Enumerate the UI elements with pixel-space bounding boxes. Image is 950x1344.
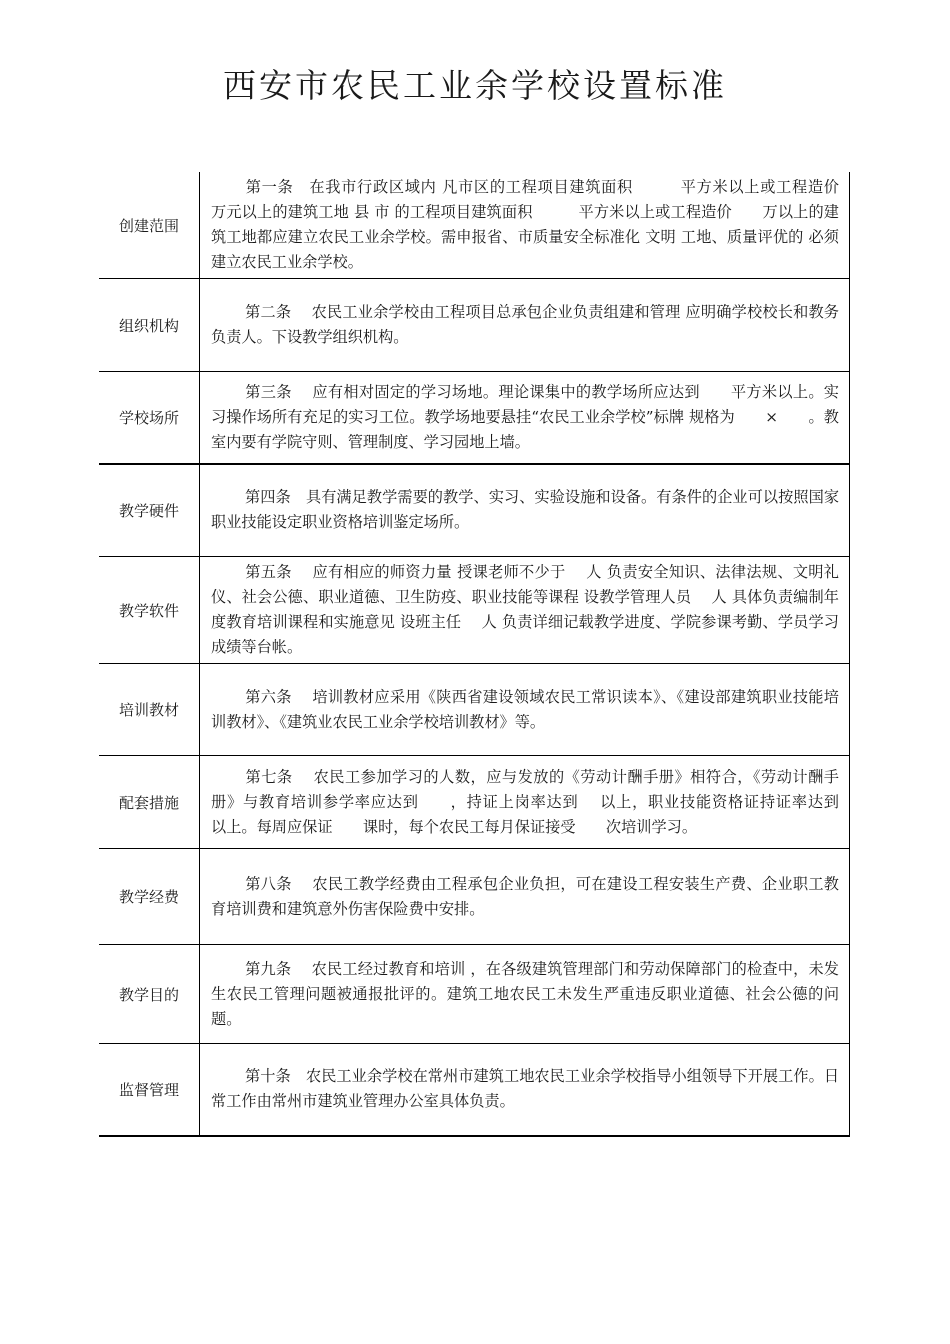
row-text: [200, 372, 850, 464]
row-text-content: 第六条 培训教材应采用《陕西省建设领域农民工常识读本》、《建设部建筑职业技能培训教材》、《建筑业农民工业余学校培训教材》等。: [211, 687, 839, 731]
row-text-content: 第七条 农民工参加学习的人数，应与发放的《劳动计酬手册》相符合，《劳动计酬手册》与教育培训参学率应达到 ，持证上岗率达到 以上，职业技能资格证持证率达到 以上。每周应保证 课时，每个农民工每月保证接受 次培训学习。: [211, 767, 860, 836]
row-text-content: 第八条 农民工教学经费由工程承包企业负担，可在建设工程安装生产费、企业职工教育培训费和建筑意外伤害保险费中安排。: [211, 874, 839, 918]
table-row: [99, 557, 850, 664]
table-row: [99, 945, 850, 1044]
row-text-content: 第十条 农民工业余学校在常州市建筑工地农民工业余学校指导小组领导下开展工作。日常工作由常州市建筑业管理办公室具体负责。: [211, 1067, 839, 1111]
row-label: 学校场所: [99, 372, 200, 464]
row-label: 教学目的: [99, 945, 200, 1044]
row-text: [200, 756, 860, 849]
row-text: [200, 849, 850, 945]
table-row: [99, 372, 850, 464]
row-text: [200, 664, 850, 756]
table-row: [99, 172, 850, 279]
table-row: [99, 1044, 850, 1136]
row-text-content: 第二条 农民工业余学校由工程项目总承包企业负责组建和管理 应明确学校校长和教务负责人。下设教学组织机构。: [211, 303, 839, 346]
row-label: 教学软件: [99, 557, 200, 664]
table-row: [99, 279, 850, 372]
standards-table: [99, 172, 885, 1137]
table-row: [99, 756, 850, 849]
row-label: 教学经费: [99, 849, 200, 945]
row-text: [200, 464, 850, 557]
row-text-content: 第五条 应有相应的师资力量 授课老师不少于 人 负责安全知识、法律法规、文明礼仪、社会公德、职业道德、卫生防疫、职业技能等课程 设教学管理人员 人 具体负责编制年度教育培训课程和实施意见 设班主任 人 负责详细记载教学进度、学院参课考勤、学员学习成绩等台帐。: [211, 563, 839, 656]
row-label: 创建范围: [99, 172, 200, 279]
row-text-content: 第三条 应有相对固定的学习场地。理论课集中的教学场所应达到 平方米以上。实习操作场所有充足的实习工位。教学场地要悬挂“农民工业余学校”标牌 规格为 × 。教室内要有学院守则、管理制度、学习园地上墙。: [211, 382, 839, 451]
row-label: 组织机构: [99, 279, 200, 372]
row-text-content: 第四条 具有满足教学需要的教学、实习、实验设施和设备。有条件的企业可以按照国家职业技能设定职业资格培训鉴定场所。: [211, 488, 839, 532]
row-label: 监督管理: [99, 1044, 200, 1136]
page-title: 西安市农民工业余学校设置标准: [223, 66, 727, 105]
table-row: [99, 664, 850, 756]
table-row: [99, 464, 850, 557]
row-label: 教学硬件: [99, 464, 200, 557]
row-label: 培训教材: [99, 664, 200, 756]
row-text: [200, 557, 850, 664]
row-text-content: 第九条 农民工经过教育和培训 ，在各级建筑管理部门和劳动保障部门的检查中，未发生农民工管理问题被通报批评的。建筑工地农民工未发生严重违反职业道德、社会公德的问题。: [211, 959, 839, 1028]
table-row: [99, 849, 850, 945]
row-text-content: 第一条 在我市行政区域内 凡市区的工程项目建筑面积 平方米以上或工程造价 万元以上的建筑工地 县 市 的工程项目建筑面积 平方米以上或工程造价 万以上的建筑工地都应建立农民工业余学校。需申报省、市质量安全标准化 文明 工地、质量评优的 必须建立农民工业余学校。: [211, 178, 885, 271]
row-text: [200, 172, 885, 279]
row-text: [200, 945, 850, 1044]
row-text: [200, 1044, 850, 1136]
row-label: 配套措施: [99, 756, 200, 849]
row-text: [200, 279, 850, 372]
